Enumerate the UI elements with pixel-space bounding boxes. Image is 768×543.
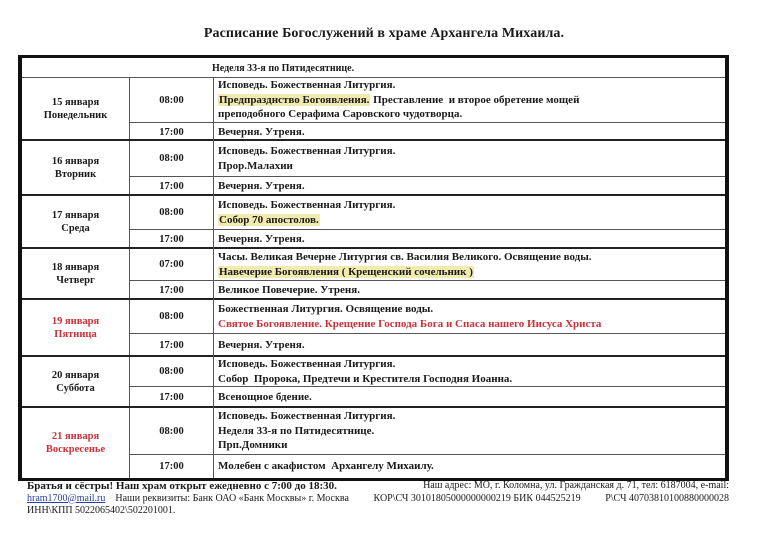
address: Наш адрес: МО, г. Коломна, ул. Гражданская д. 71, тел: 6187004, e-mail: xyxy=(423,480,729,491)
service-text: Вечерня. Утреня. xyxy=(218,125,305,138)
day-group xyxy=(22,196,725,249)
service-row xyxy=(130,334,725,357)
service-time: 17:00 xyxy=(130,387,214,408)
day-cell xyxy=(22,300,130,355)
description-line xyxy=(218,179,721,194)
description-line xyxy=(218,232,721,247)
description-line xyxy=(218,459,721,474)
service-time: 08:00 xyxy=(130,357,214,386)
service-description xyxy=(218,300,721,333)
service-row xyxy=(130,408,725,455)
service-text: Исповедь. Божественная Литургия. xyxy=(218,410,396,423)
description-line xyxy=(218,213,721,228)
weekday-label: Пятница xyxy=(54,328,97,340)
service-time: 08:00 xyxy=(130,300,214,333)
day-cell xyxy=(22,249,130,298)
service-text: Исповедь. Божественная Литургия. xyxy=(218,145,396,157)
description-line xyxy=(218,78,721,93)
service-description xyxy=(218,230,721,249)
service-description xyxy=(218,123,721,141)
service-time: 08:00 xyxy=(130,141,214,176)
weekday-label: Вторник xyxy=(54,168,97,180)
service-time: 08:00 xyxy=(130,196,214,229)
weekday-label: Суббота xyxy=(56,382,95,394)
description-line xyxy=(218,144,721,159)
footer xyxy=(27,480,729,518)
description-line xyxy=(218,372,721,387)
schedule-table xyxy=(18,55,729,481)
opening-hours: Братья и сёстры! Наш храм открыт ежедневно с 7:00 до 18:30. xyxy=(27,480,337,492)
service-description xyxy=(218,334,721,357)
footer-line-1 xyxy=(27,480,729,493)
day-cell xyxy=(22,141,130,194)
date-label: 15 января xyxy=(51,96,100,108)
weekday-label: Воскресенье xyxy=(45,444,106,455)
description-line xyxy=(218,338,721,353)
service-row xyxy=(130,230,725,249)
service-description xyxy=(218,141,721,176)
service-row xyxy=(130,78,725,123)
description-line xyxy=(218,93,721,108)
page-title: Расписание Богослужений в храме Архангела Михаила. xyxy=(203,26,565,41)
day-cell xyxy=(22,408,130,478)
highlighted-feast-text: Навечерие Богоявления ( Крещенский сочельник ) xyxy=(219,265,473,278)
day-cell xyxy=(22,357,130,406)
bank-details: Наши реквизиты: Банк ОАО «Банк Москвы» г. Москва xyxy=(115,492,349,504)
service-description xyxy=(218,177,721,196)
service-row xyxy=(130,196,725,230)
service-time: 17:00 xyxy=(130,334,214,357)
service-time: 17:00 xyxy=(130,177,214,196)
description-line xyxy=(218,125,721,140)
service-text: Исповедь. Божественная Литургия. xyxy=(218,199,396,211)
service-time: 07:00 xyxy=(130,249,214,280)
email-link[interactable]: hram1700@mail.ru xyxy=(27,492,106,504)
day-group xyxy=(22,357,725,408)
service-description xyxy=(218,281,721,300)
service-text: Преставление и второе обретение мощей xyxy=(370,93,580,106)
description-line xyxy=(218,317,721,332)
service-description xyxy=(218,357,721,386)
service-description xyxy=(218,249,721,280)
description-line xyxy=(218,357,721,372)
day-group xyxy=(22,249,725,300)
service-row xyxy=(130,249,725,281)
service-text: Прор.Малахии xyxy=(218,159,293,172)
rs-account: Р\СЧ 40703810100880000028 xyxy=(605,492,729,504)
date-label: 20 января xyxy=(51,369,100,381)
description-line xyxy=(218,107,721,122)
service-description xyxy=(218,196,721,229)
date-label: 18 января xyxy=(51,261,100,273)
service-time: 08:00 xyxy=(130,78,214,122)
description-line xyxy=(218,250,721,265)
day-cell xyxy=(22,78,130,139)
service-text: Исповедь. Божественная Литургия. xyxy=(218,79,396,92)
week-header: Неделя 33-я по Пятидесятнице. xyxy=(22,58,725,78)
inn-kpp: ИНН\КПП 5022065402\502201001. xyxy=(27,505,176,516)
service-row xyxy=(130,300,725,334)
service-text: Вечерня. Утреня. xyxy=(218,180,305,193)
service-row xyxy=(130,281,725,300)
description-line xyxy=(218,159,721,174)
service-row xyxy=(130,455,725,478)
day-group xyxy=(22,408,725,478)
footer-line-2 xyxy=(27,493,729,506)
service-text: Неделя 33-я по Пятидесятнице. xyxy=(218,424,375,437)
service-description xyxy=(218,455,721,478)
service-time: 17:00 xyxy=(130,123,214,141)
highlighted-feast-text: Собор 70 апостолов. xyxy=(219,213,319,226)
description-line xyxy=(218,283,721,298)
service-text: Вечерня. Утреня. xyxy=(218,233,305,246)
description-line xyxy=(218,302,721,317)
weekday-label: Четверг xyxy=(56,274,95,286)
service-time: 17:00 xyxy=(130,230,214,249)
description-line xyxy=(218,409,721,424)
day-group xyxy=(22,141,725,196)
kor-account: КОР\СЧ 30101805000000000219 БИК 044525219 xyxy=(373,492,581,504)
service-row xyxy=(130,387,725,408)
date-label: 16 января xyxy=(51,155,100,167)
feast-text: Святое Богоявление. Крещение Господа Бога и Спаса нашего Иисуса Христа xyxy=(218,317,602,330)
service-text: Божественная Литургия. Освящение воды. xyxy=(218,303,434,315)
description-line xyxy=(218,265,721,280)
description-line xyxy=(218,198,721,213)
service-text: преподобного Серафима Саровского чудотворца. xyxy=(218,108,463,121)
service-row xyxy=(130,123,725,141)
service-text: Собор Пророка, Предтечи и Крестителя Господня Иоанна. xyxy=(218,372,513,385)
service-text: Исповедь. Божественная Литургия. xyxy=(218,358,396,370)
day-group xyxy=(22,300,725,357)
day-group xyxy=(22,78,725,141)
service-row xyxy=(130,357,725,387)
description-line xyxy=(218,390,721,405)
date-label: 17 января xyxy=(51,209,100,221)
service-time: 17:00 xyxy=(130,455,214,478)
description-line xyxy=(218,438,721,453)
service-description xyxy=(218,387,721,408)
service-description xyxy=(218,408,721,454)
service-text: Прп.Домники xyxy=(218,439,288,452)
service-text: Всенощное бдение. xyxy=(218,391,312,404)
service-description xyxy=(218,78,721,122)
service-text: Часы. Великая Вечерне Литургия св. Василия Великого. Освящение воды. xyxy=(218,251,592,263)
service-text: Вечерня. Утреня. xyxy=(218,339,305,352)
day-cell xyxy=(22,196,130,247)
weekday-label: Понедельник xyxy=(43,109,108,121)
description-line xyxy=(218,424,721,439)
service-text: Великое Повечерие. Утреня. xyxy=(218,284,360,297)
service-text: Молебен с акафистом Архангелу Михаилу. xyxy=(218,460,434,473)
footer-line-3 xyxy=(27,505,729,518)
weekday-label: Среда xyxy=(61,222,90,234)
highlighted-feast-text: Предпразднство Богоявления. xyxy=(219,93,370,106)
service-time: 08:00 xyxy=(130,408,214,454)
service-row xyxy=(130,141,725,177)
date-label: 19 января xyxy=(51,315,100,327)
service-row xyxy=(130,177,725,196)
date-label: 21 января xyxy=(51,431,100,442)
service-time: 17:00 xyxy=(130,281,214,300)
